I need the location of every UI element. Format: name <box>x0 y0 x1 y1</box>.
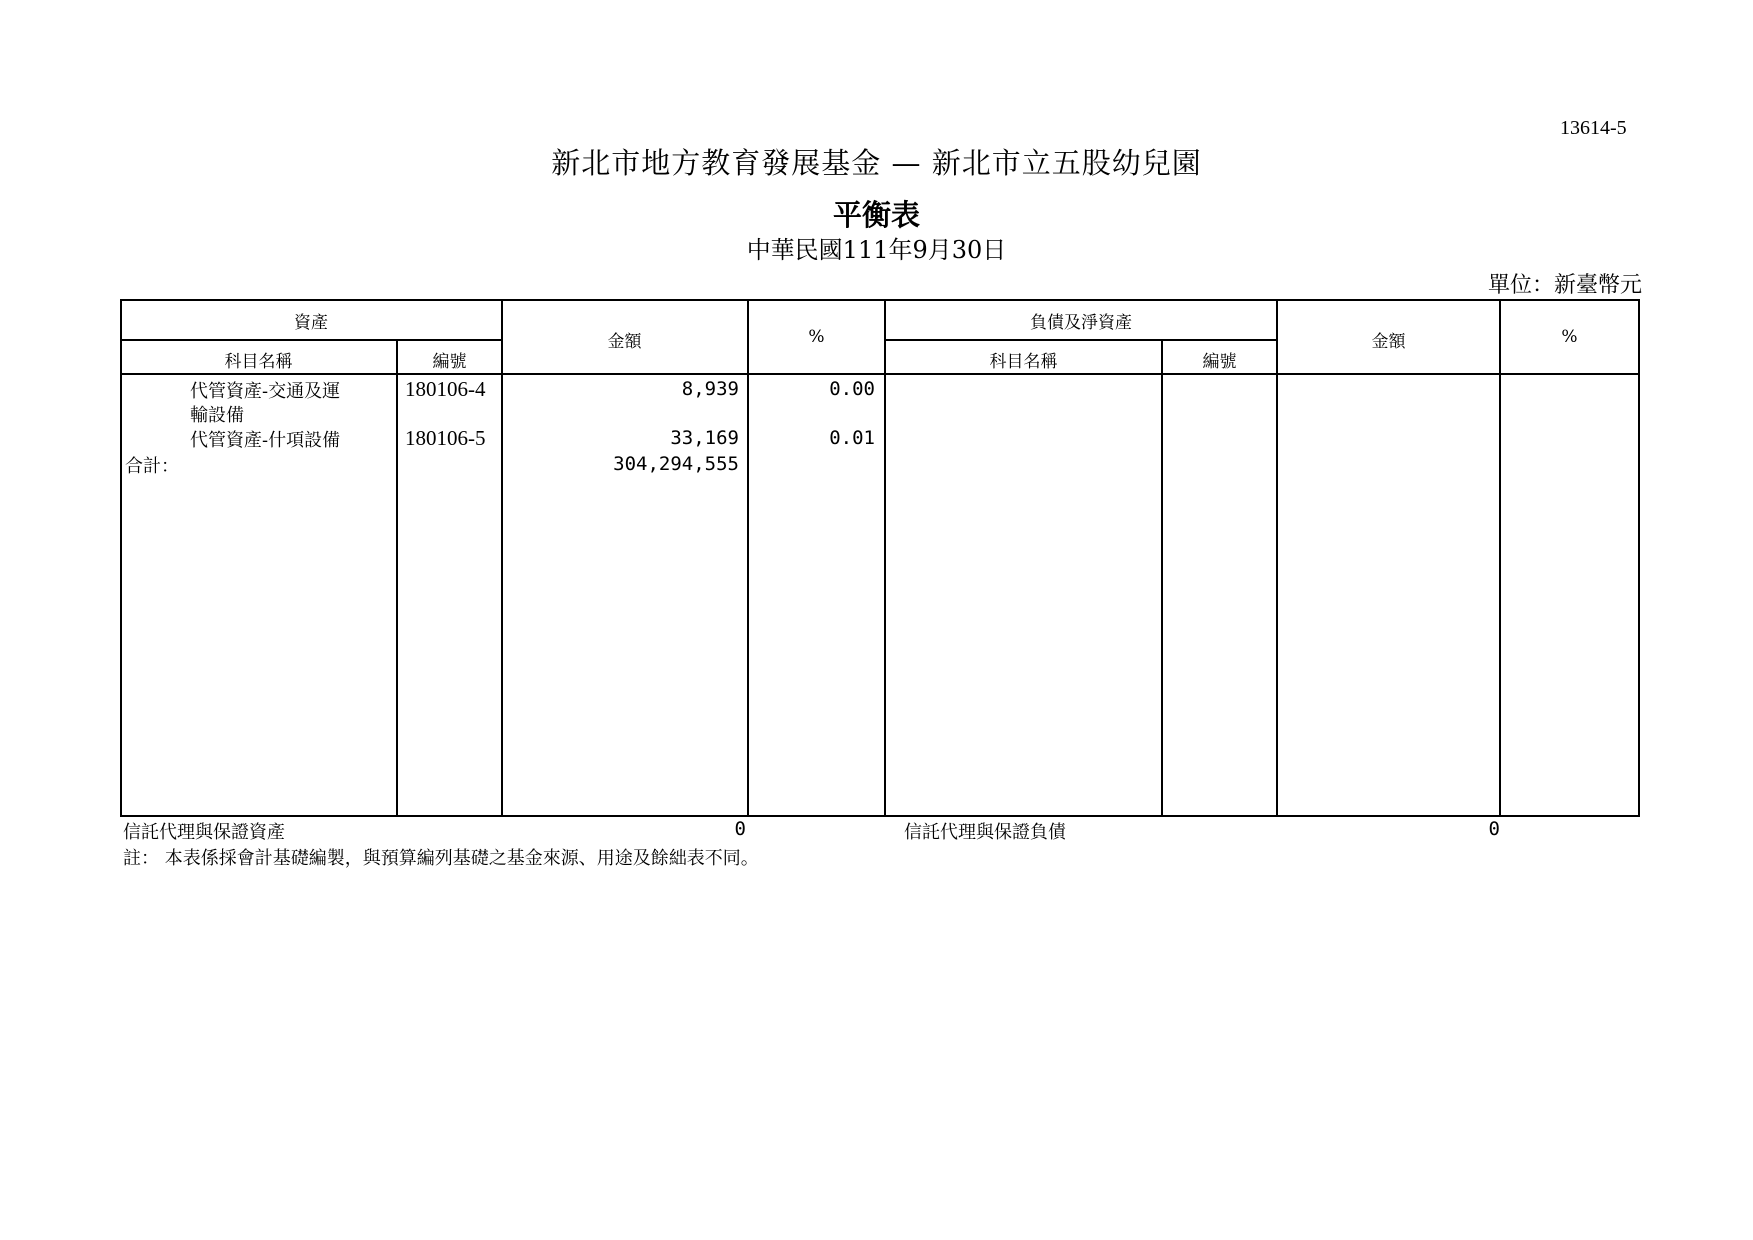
trust-liabilities-value: 0 <box>1488 818 1500 840</box>
assets-amount-header: 金額 <box>607 332 642 352</box>
col-divider-left-code <box>396 339 398 817</box>
report-date: 中華民國111年9月30日 <box>746 236 1007 264</box>
liabilities-amount-header: 金額 <box>1371 332 1406 352</box>
trust-liabilities-label: 信託代理與保證負債 <box>904 822 1066 843</box>
trust-assets-value: 0 <box>734 818 746 840</box>
account-name: 代管資產-什項設備 <box>190 430 341 451</box>
assets-name-header: 科目名稱 <box>224 352 293 372</box>
right-group-divider <box>885 339 1277 341</box>
account-code: 180106-4 <box>405 377 486 401</box>
account-pct: 0.00 <box>829 378 875 400</box>
account-amount: 8,939 <box>681 378 739 400</box>
account-name-continued: 輸設備 <box>190 405 244 426</box>
total-label: 合計： <box>125 456 179 477</box>
col-divider-left-amount <box>501 299 503 817</box>
col-divider-right-amount <box>1276 299 1278 817</box>
liabilities-pct-header: % <box>1561 327 1578 347</box>
account-pct: 0.01 <box>829 427 875 449</box>
assets-code-header: 編號 <box>432 352 467 372</box>
table-border-bottom <box>120 815 1640 817</box>
header-bottom-line <box>120 373 1640 375</box>
left-group-divider <box>120 339 502 341</box>
col-divider-right-code <box>1161 339 1163 817</box>
account-code: 180106-5 <box>405 426 486 450</box>
account-amount: 33,169 <box>670 427 739 449</box>
assets-group-header: 資產 <box>294 313 328 333</box>
trust-assets-label: 信託代理與保證資產 <box>123 822 285 843</box>
currency-unit: 單位：新臺幣元 <box>1487 273 1642 298</box>
assets-pct-header: % <box>808 327 825 347</box>
report-note: 註： 本表係採會計基礎編製，與預算編列基礎之基金來源、用途及餘絀表不同。 <box>123 848 759 869</box>
page-id: 13614-5 <box>1560 117 1627 139</box>
liabilities-name-header: 科目名稱 <box>989 352 1058 372</box>
table-border-right <box>1638 299 1640 817</box>
report-title: 新北市地方教育發展基金 — 新北市立五股幼兒園 <box>551 146 1202 180</box>
col-divider-left-pct <box>747 299 749 817</box>
report-subtitle: 平衡表 <box>832 198 920 232</box>
liabilities-group-header: 負債及淨資產 <box>1030 313 1132 333</box>
liabilities-code-header: 編號 <box>1202 352 1237 372</box>
total-amount: 304,294,555 <box>613 453 739 475</box>
col-divider-middle <box>884 299 886 817</box>
col-divider-right-pct <box>1499 299 1501 817</box>
account-name: 代管資產-交通及運 <box>190 381 341 402</box>
table-border-top <box>120 299 1640 301</box>
table-border-left <box>120 299 122 817</box>
